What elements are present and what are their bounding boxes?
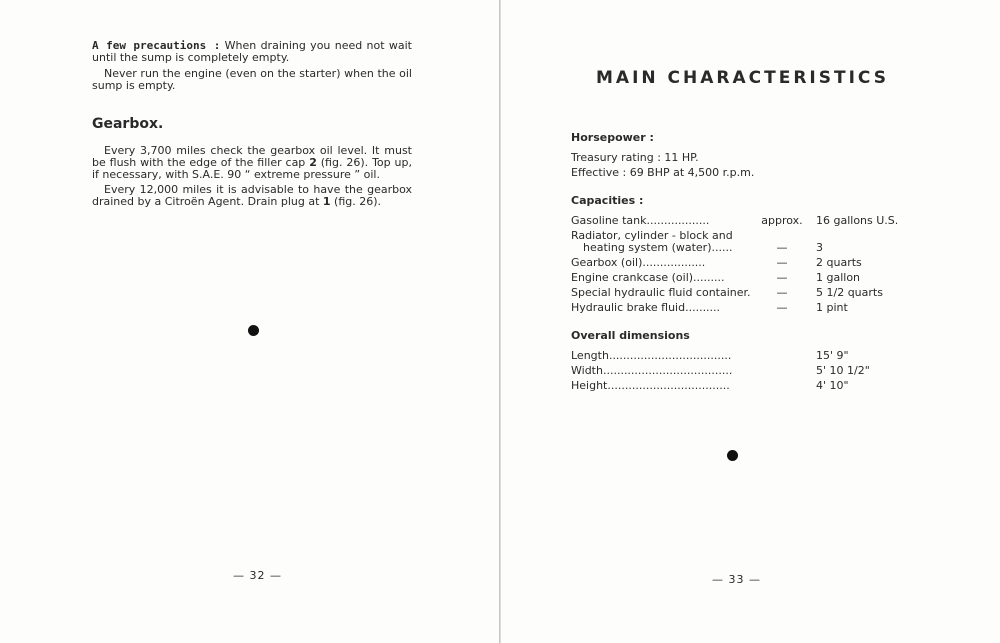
capacity-qualifier: — — [776, 301, 788, 314]
precautions-paragraph — [92, 40, 412, 64]
capacity-label: Engine crankcase (oil)......... — [571, 271, 725, 284]
capacities-heading: Capacities : — [571, 194, 644, 207]
capacity-qualifier: approx. — [761, 214, 803, 227]
capacity-value: 1 pint — [816, 301, 848, 314]
capacity-qualifier: — — [776, 271, 788, 284]
capacity-qualifier: — — [776, 286, 788, 299]
dimension-label: Width..................................... — [571, 364, 733, 377]
dimension-value: 15' 9" — [816, 349, 849, 362]
horsepower-heading: Horsepower : — [571, 131, 654, 144]
capacity-value: 2 quarts — [816, 256, 862, 269]
gearbox-heading: Gearbox. — [92, 116, 164, 132]
capacity-qualifier: — — [776, 241, 788, 254]
gearbox-p2-ref: 1 — [322, 195, 331, 208]
dimension-label: Height................................... — [571, 379, 730, 392]
gearbox-p1-ref: 2 — [309, 156, 317, 169]
dimensions-heading: Overall dimensions — [571, 329, 690, 342]
dimension-value: 5' 10 1/2" — [816, 364, 870, 377]
capacity-label: Gasoline tank.................. — [571, 214, 710, 227]
precautions-text: When draining you need not wait until the sump is completely empty. — [92, 39, 412, 64]
treasury-rating-line: Treasury rating : 11 HP. — [571, 151, 699, 164]
gearbox-p1-text-b: (fig. 26). Top up, if necessary, with S.A.E. 90 “ extreme pressure ” oil. — [92, 156, 413, 181]
gearbox-paragraph-2 — [92, 184, 412, 208]
precautions-lead: A few precautions : — [92, 39, 221, 52]
right-page — [501, 0, 1000, 643]
precautions-warning — [92, 68, 412, 92]
page-number-left: — 32 — — [233, 569, 282, 582]
page-number-right: — 33 — — [712, 573, 761, 586]
capacity-label: Hydraulic brake fluid.......... — [571, 301, 721, 314]
left-page — [0, 0, 499, 643]
capacity-value: 5 1/2 quarts — [816, 286, 883, 299]
main-characteristics-title: MAIN CHARACTERISTICS — [596, 68, 889, 88]
effective-hp-line: Effective : 69 BHP at 4,500 r.p.m. — [571, 166, 755, 179]
capacity-label: Special hydraulic fluid container. — [571, 286, 751, 299]
precautions-warning-text: Never run the engine (even on the starter) when the oil sump is empty. — [92, 67, 412, 92]
capacity-value: 1 gallon — [816, 271, 861, 284]
dimension-label: Length................................... — [571, 349, 732, 362]
dimension-value: 4' 10" — [816, 379, 849, 392]
gearbox-p1-text-a: Every 3,700 miles check the gearbox oil level. It must be flush with the edge of the filler cap — [92, 144, 412, 169]
gearbox-p2-text-a: Every 12,000 miles it is advisable to have the gearbox drained by a Citroën Agent. Drain plug at — [92, 183, 412, 208]
capacity-value: 16 gallons U.S. — [816, 214, 899, 227]
capacity-value: 3 — [816, 241, 823, 254]
gearbox-p2-text-b: (fig. 26). — [330, 195, 382, 208]
capacity-qualifier: — — [776, 256, 788, 269]
binding-hole-dot — [248, 325, 259, 336]
capacity-label: Radiator, cylinder - block and — [571, 229, 733, 242]
capacity-label: Gearbox (oil).................. — [571, 256, 706, 269]
binding-hole-dot — [727, 450, 738, 461]
gearbox-paragraph-1 — [92, 145, 412, 181]
capacity-label-continued: heating system (water)...... — [583, 241, 733, 254]
